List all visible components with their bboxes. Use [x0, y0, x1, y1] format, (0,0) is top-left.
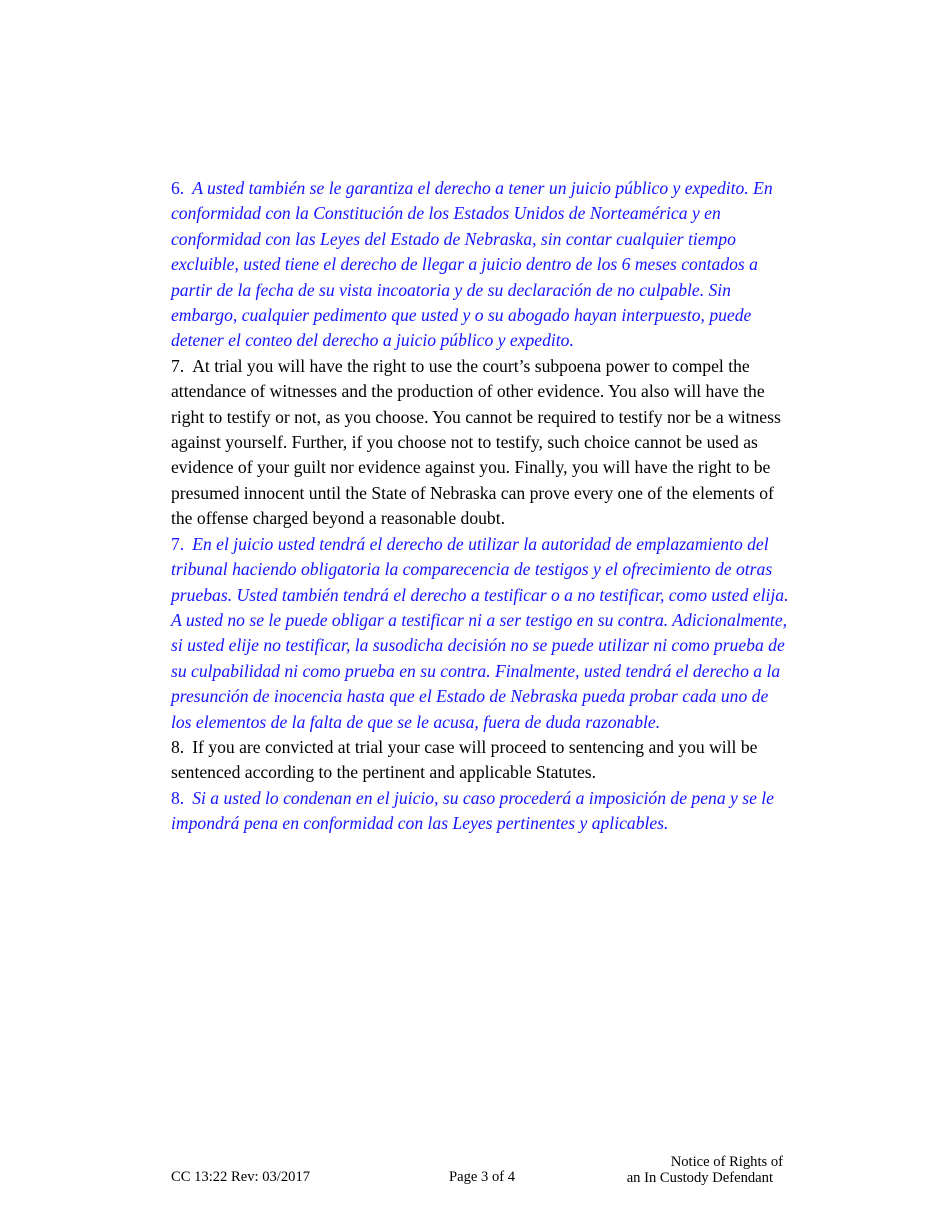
paragraph-number: 8.: [171, 736, 185, 757]
paragraph-text: A usted también se le garantiza el derecho a tener un juicio público y expedito. En conformidad con la Constitución de los Estados Unidos de Norteamérica y en conformidad con las Leyes del Estado de Nebraska, sin contar cualquier tiempo excluible, usted tiene el derecho de llegar a juicio dentro de los 6 meses contados a partir de la fecha de su vista incoatoria y de su declaración de no culpable. Sin embargo, cualquier pedimento que usted y o su abogado hayan interpuesto, puede detener el conteo del derecho a juicio público y expedito.: [171, 178, 773, 351]
paragraph-number: 7.: [171, 355, 185, 376]
paragraph-7-english: [171, 354, 791, 532]
paragraph-text: If you are convicted at trial your case will proceed to sentencing and you will be sentenced according to the pertinent and applicable Statutes.: [171, 736, 758, 783]
footer-document-title: [600, 1154, 783, 1186]
footer-title-line-2: an In Custody Defendant: [626, 1170, 773, 1186]
form-code: CC 13:22 Rev: 03/2017: [171, 1169, 311, 1185]
paragraph-number: 6.: [171, 178, 185, 198]
page-number: Page 3 of 4: [449, 1169, 516, 1185]
document-body: [171, 176, 791, 837]
paragraph-text: Si a usted lo condenan en el juicio, su caso procederá a imposición de pena y se le impondrá pena en conformidad con las Leyes pertinentes y aplicables.: [171, 787, 774, 834]
paragraph-number: 7.: [171, 533, 185, 554]
paragraph-6-spanish: [171, 176, 791, 354]
paragraph-number: 8.: [171, 787, 185, 808]
paragraph-8-english: [171, 735, 791, 786]
paragraph-text: En el juicio usted tendrá el derecho de utilizar la autoridad de emplazamiento del tribunal haciendo obligatoria la comparecencia de testigos y el ofrecimiento de otras pruebas. Usted también tendrá el derecho a testificar o a no testificar, como usted elija. A usted no se le puede obligar a testificar ni a ser testigo en su contra. Adicionalmente, si usted elije no testificar, la susodicha decisión no se puede utilizar ni como prueba de su culpabilidad ni como prueba en su contra. Finalmente, usted tendrá el derecho a la presunción de inocencia hasta que el Estado de Nebraska pueda probar cada uno de los elementos de la falta de que se le acusa, fuera de duda razonable.: [171, 533, 789, 732]
paragraph-text: At trial you will have the right to use the court’s subpoena power to compel the attendance of witnesses and the production of other evidence. You also will have the right to testify or not, as you choose. You cannot be required to testify nor be a witness against yourself. Further, if you choose not to testify, such choice cannot be used as evidence of your guilt nor evidence against you. Finally, you will have the right to be presumed innocent until the State of Nebraska can prove every one of the elements of the offense charged beyond a reasonable doubt.: [171, 355, 781, 529]
footer-title-line-1: Notice of Rights of: [670, 1154, 783, 1170]
paragraph-8-spanish: [171, 786, 791, 837]
paragraph-7-spanish: [171, 532, 791, 735]
